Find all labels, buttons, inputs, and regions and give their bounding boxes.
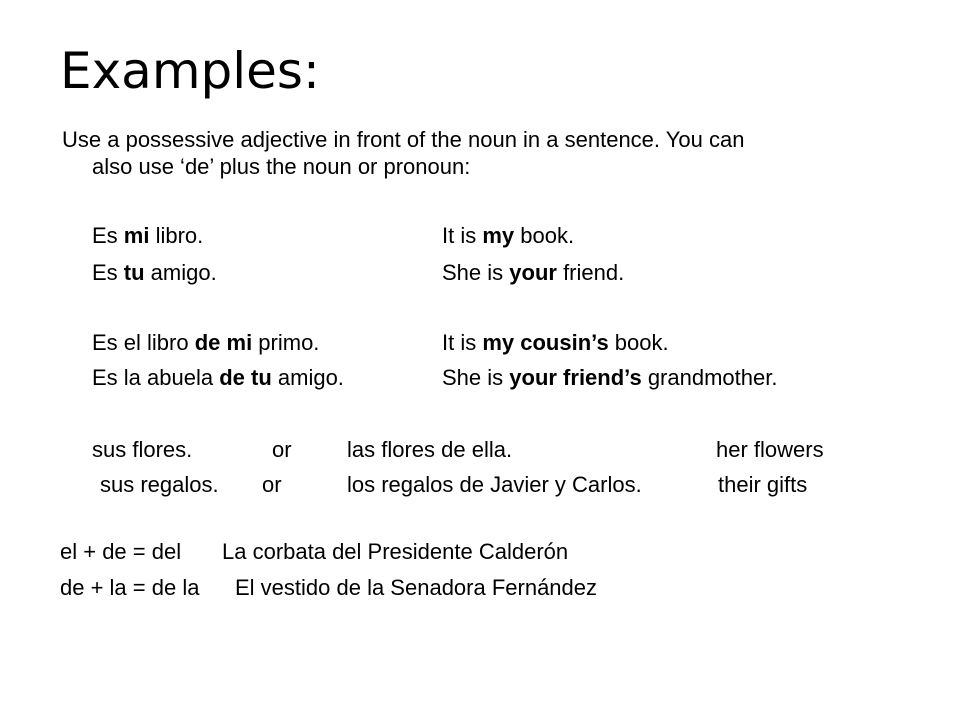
english-translation: She is your friend. [442,260,625,285]
intro-line-2: also use ‘de’ plus the noun or pronoun: [92,154,471,179]
spanish-example: Es mi libro. [92,223,204,248]
intro-line-1: Use a possessive adjective in front of the noun in a sentence. You can [62,127,745,152]
or-word: or [262,472,282,497]
contraction-rule: el + de = del [60,539,182,564]
or-word: or [272,437,292,462]
de-form: los regalos de Javier y Carlos. [347,472,642,497]
contraction-example: El vestido de la Senadora Fernández [235,575,598,600]
english-translation: She is your friend’s grandmother. [442,365,778,390]
de-form: las flores de ella. [347,437,513,462]
english-meaning: their gifts [718,472,808,497]
spanish-example: Es tu amigo. [92,260,217,285]
english-translation: It is my cousin’s book. [442,330,669,355]
intro-paragraph [62,126,907,180]
contraction-rule: de + la = de la [60,575,200,600]
english-meaning: her flowers [716,437,824,462]
possessive-form: sus regalos. [100,472,219,497]
spanish-example: Es la abuela de tu amigo. [92,365,344,390]
spanish-example: Es el libro de mi primo. [92,330,320,355]
contraction-example: La corbata del Presidente Calderón [222,539,569,564]
slide-title: Examples: [60,42,320,100]
english-translation: It is my book. [442,223,575,248]
possessive-form: sus flores. [92,437,193,462]
